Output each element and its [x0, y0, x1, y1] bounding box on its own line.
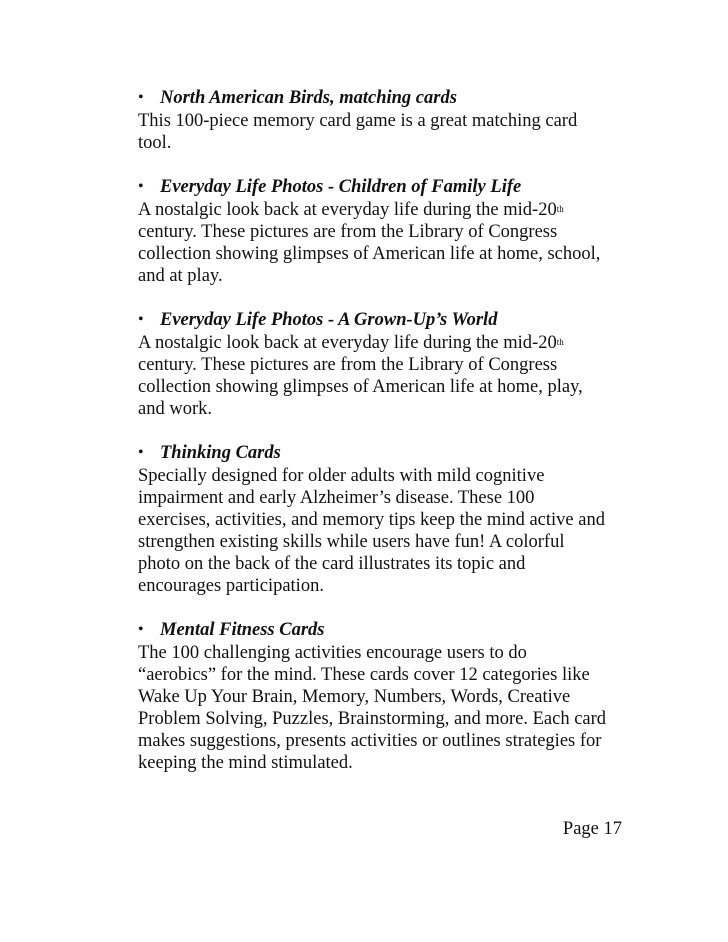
description-line: Problem Solving, Puzzles, Brainstorming, and more. Each card	[138, 709, 607, 729]
item-title-line	[138, 619, 628, 642]
description-line: This 100-piece memory card game is a great matching card	[138, 111, 578, 131]
list-item-grown-ups-world	[138, 309, 628, 420]
description-line: century. These pictures are from the Library of Congress	[138, 222, 558, 242]
description-line: Specially designed for older adults with mild cognitive	[138, 466, 545, 486]
item-title: Everyday Life Photos - Children of Family Life	[160, 177, 522, 197]
item-title-line	[138, 309, 628, 332]
description-line: photo on the back of the card illustrates its topic and	[138, 554, 526, 574]
ordinal-suffix: th	[556, 204, 564, 214]
list-item-thinking-cards	[138, 442, 628, 597]
description-line: tool.	[138, 133, 172, 153]
description-line: impairment and early Alzheimer’s disease. These 100	[138, 488, 535, 508]
description-line: collection showing glimpses of American life at home, school,	[138, 244, 601, 264]
item-title: Everyday Life Photos - A Grown-Up’s World	[160, 310, 498, 330]
bullet-icon: •	[138, 178, 144, 195]
description-line	[138, 332, 628, 354]
item-title: North American Birds, matching cards	[160, 88, 457, 108]
ordinal-suffix: th	[556, 337, 564, 347]
description-line: Wake Up Your Brain, Memory, Numbers, Words, Creative	[138, 687, 571, 707]
bullet-icon: •	[138, 311, 144, 328]
description-text: A nostalgic look back at everyday life during the mid-20	[138, 333, 557, 353]
description-line	[138, 199, 628, 221]
description-line: makes suggestions, presents activities or outlines strategies for	[138, 731, 602, 751]
description-line: The 100 challenging activities encourage users to do	[138, 643, 527, 663]
bullet-icon: •	[138, 89, 144, 106]
list-item-mental-fitness-cards	[138, 619, 628, 774]
page-number: Page 17	[562, 819, 622, 839]
description-line: encourages participation.	[138, 576, 324, 596]
item-title-line	[138, 87, 628, 110]
item-title: Thinking Cards	[160, 443, 281, 463]
list-item-north-american-birds	[138, 87, 628, 154]
description-line: century. These pictures are from the Library of Congress	[138, 355, 558, 375]
description-line: “aerobics” for the mind. These cards cover 12 categories like	[138, 665, 590, 685]
product-list	[138, 87, 628, 796]
bullet-icon: •	[138, 621, 144, 638]
description-line: strengthen existing skills while users have fun! A colorful	[138, 532, 565, 552]
description-line: exercises, activities, and memory tips keep the mind active and	[138, 510, 605, 530]
list-item-children-of-family-life	[138, 176, 628, 287]
description-line: collection showing glimpses of American life at home, play,	[138, 377, 583, 397]
description-line: and work.	[138, 399, 212, 419]
item-title: Mental Fitness Cards	[160, 620, 325, 640]
item-title-line	[138, 442, 628, 465]
bullet-icon: •	[138, 444, 144, 461]
description-line: and at play.	[138, 266, 223, 286]
description-text: A nostalgic look back at everyday life during the mid-20	[138, 200, 557, 220]
description-line: keeping the mind stimulated.	[138, 753, 353, 773]
item-title-line	[138, 176, 628, 199]
